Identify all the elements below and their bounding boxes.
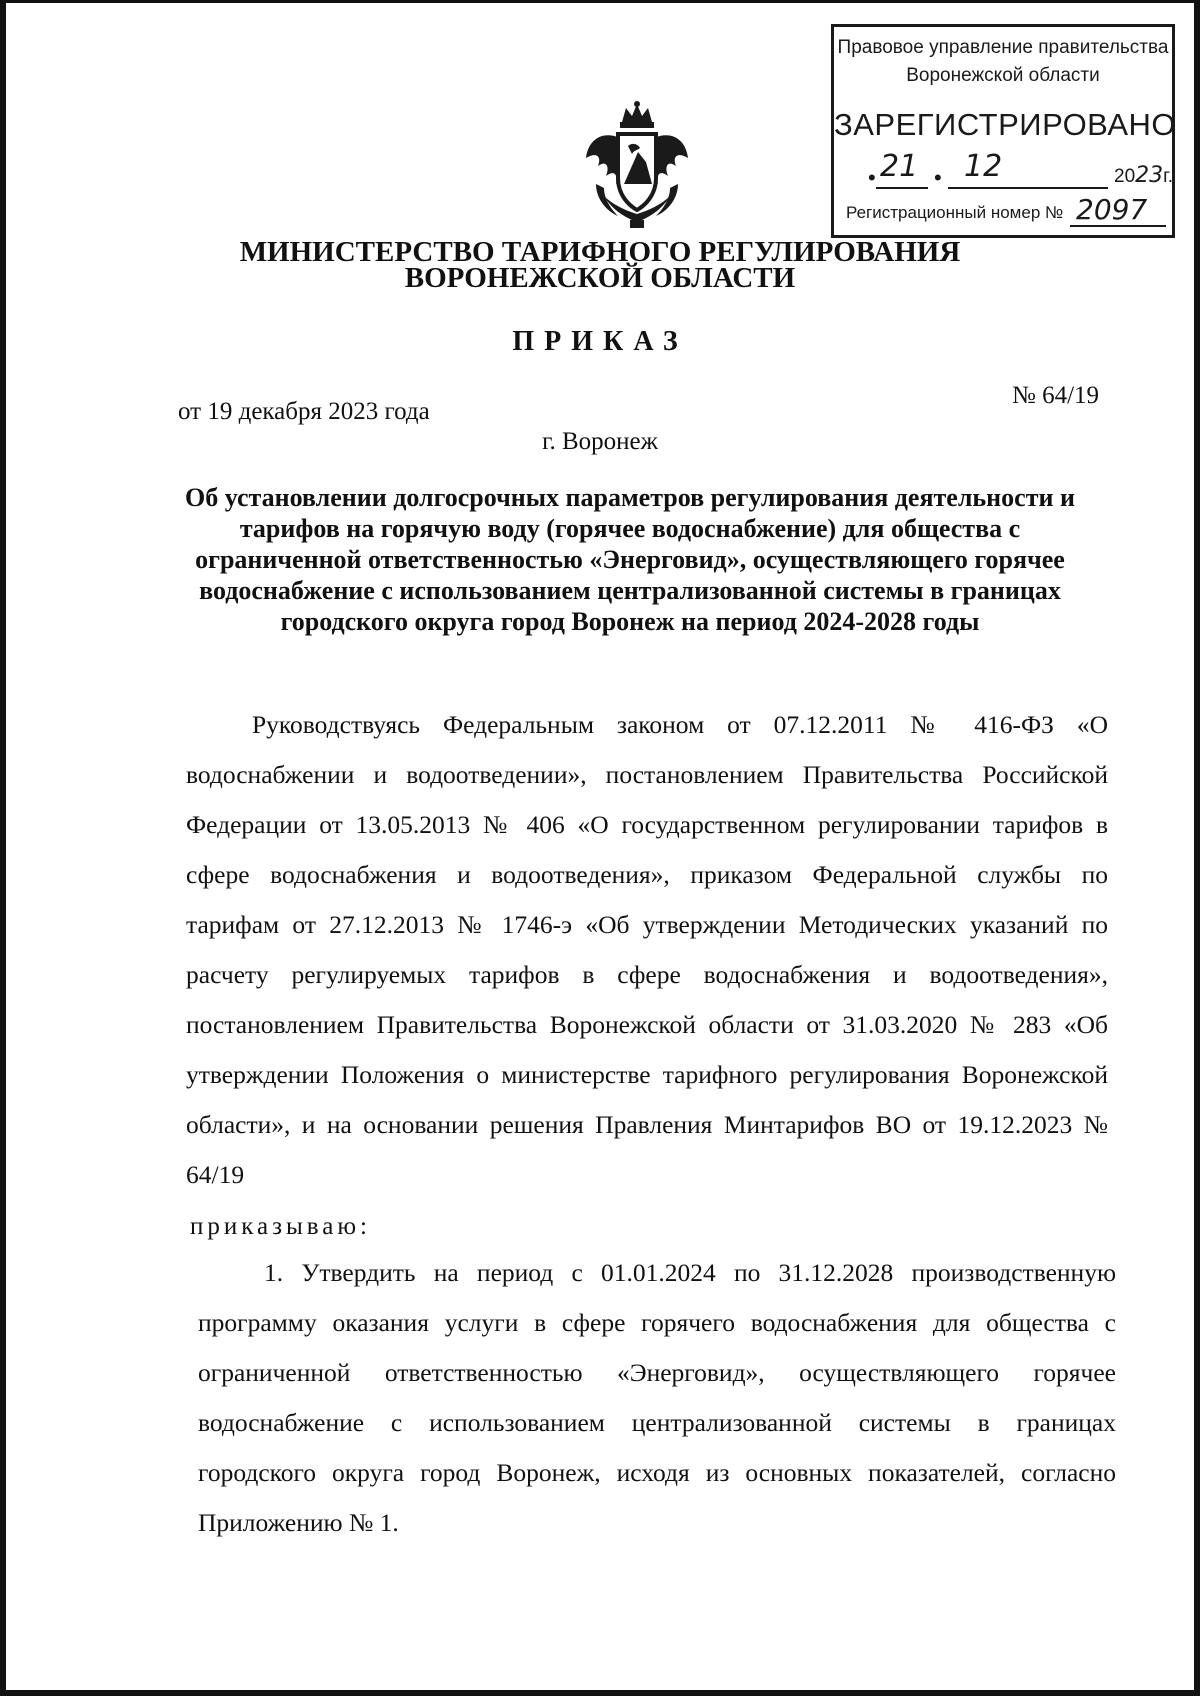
registration-stamp (831, 24, 1175, 238)
ministry-title-line2: ВОРОНЕЖСКОЙ ОБЛАСТИ (404, 262, 796, 294)
ministry-title-line1: МИНИСТЕРСТВО ТАРИФНОГО РЕГУЛИРОВАНИЯ (239, 236, 961, 268)
orders-word: приказываю: (190, 1213, 371, 1240)
stamp-date: • 21 • 12 2023г. (868, 149, 1174, 190)
stamp-org-line1: Правовое управление правительства (837, 37, 1169, 58)
order-item-1: 1. Утвердить на период с 01.01.2024 по 31.12.2028 производственную программу оказания услуги в сфере горячего водоснабжения для общества с ограниченной ответственностью «Энерговид», осуществляющего горячее водоснабжение с использованием централизованной системы в границах городского округа город Воронеж, исходя из основных показателей, согласно Приложению № 1. (198, 1258, 1116, 1537)
stamp-month: 12 (964, 149, 1003, 184)
document-type: ПРИКАЗ (512, 326, 688, 357)
stamp-regnum-label: Регистрационный номер № (846, 203, 1064, 222)
stamp-registration-number (846, 193, 1168, 233)
stamp-org-line2: Воронежской области (906, 65, 1100, 86)
coat-of-arms-icon (582, 100, 692, 230)
stamp-registered: ЗАРЕГИСТРИРОВАНО (834, 107, 1177, 142)
order-date: от 19 декабря 2023 года (178, 398, 430, 425)
preamble-paragraph: Руководствуясь Федеральным законом от 07.12.2011 № 416-ФЗ «О водоснабжении и водоотведении», постановлением Правительства Российской Федерации от 13.05.2013 № 406 «О государственном регулировании тарифов в сфере водоснабжения и водоотведения», приказом Федеральной службы по тарифам от 27.12.2013 № 1746-э «Об утверждении Методических указаний по расчету регулируемых тарифов в сфере водоснабжения и водоотведения», постановлением Правительства Воронежской области от 31.03.2020 № 283 «Об утверждении Положения о министерстве тарифного регулирования Воронежской области», и на основании решения Правления Минтарифов ВО от 19.12.2023 № 64/19 (186, 710, 1108, 1189)
stamp-day: 21 (880, 149, 919, 184)
order-city: г. Воронеж (542, 428, 658, 455)
stamp-year: 2023г. (1114, 163, 1174, 188)
order-number: № 64/19 (1012, 382, 1100, 409)
stamp-regnum-value: 2097 (1076, 193, 1148, 226)
order-subject: Об установлении долгосрочных параметров регулирования деятельности и тарифов на горячую воду (горячее водоснабжение) для общества с ограниченной ответственностью «Энерговид», осуществляющего горячее водоснабжение с использованием централизованной системы в границах городского округа город Воронеж на период 2024-2028 годы (185, 483, 1075, 636)
